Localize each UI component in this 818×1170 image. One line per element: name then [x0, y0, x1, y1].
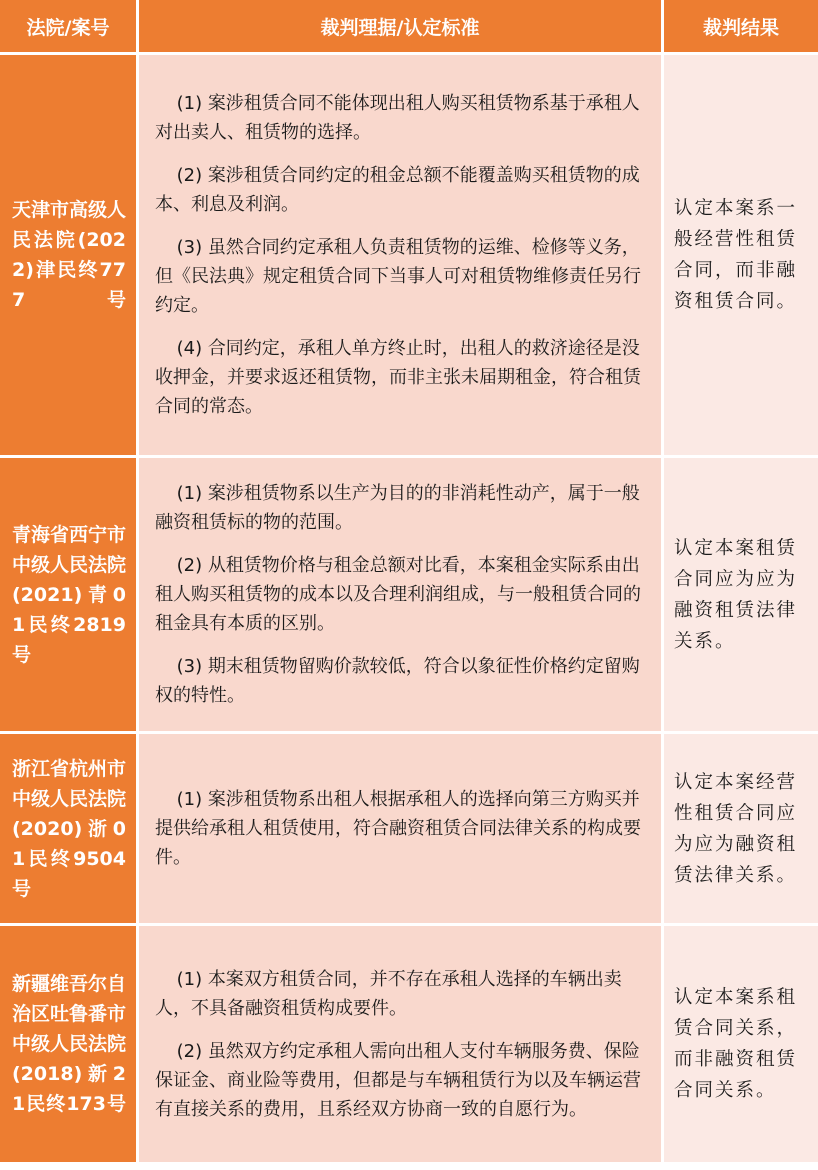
- reasoning-cell: [139, 55, 661, 455]
- court-text: 青海省西宁市中级人民法院(2021)青01民终2819号: [12, 523, 127, 666]
- header-result: 裁判结果: [664, 0, 818, 52]
- result-cell: [664, 734, 818, 923]
- court-cell: [0, 458, 136, 731]
- header-reasoning: 裁判理据/认定标准: [139, 0, 661, 52]
- court-text: 天津市高级人民法院(2022)津民终777号: [12, 199, 127, 311]
- result-text: 认定本案租赁合同应为应为融资租赁法律关系。: [674, 537, 798, 652]
- result-text: 认定本案经营性租赁合同应为应为融资租赁法律关系。: [674, 771, 798, 886]
- reasoning-cell: [139, 458, 661, 731]
- reason-item: (2) 案涉租赁合同约定的租金总额不能覆盖购买租赁物的成本、利息及利润。: [155, 165, 640, 215]
- court-cell: [0, 926, 136, 1162]
- reason-item: (3) 期末租赁物留购价款较低，符合以象征性价格约定留购权的特性。: [155, 656, 640, 706]
- reason-item: (2) 虽然双方约定承租人需向出租人支付车辆服务费、保险保证金、商业险等费用，但都是与车辆租赁行为以及车辆运营有直接关系的费用，且系经双方协商一致的自愿行为。: [155, 1040, 641, 1120]
- court-cell: [0, 734, 136, 923]
- reason-item: (1) 本案双方租赁合同，并不存在承租人选择的车辆出卖人，不具备融资租赁构成要件。: [155, 968, 622, 1019]
- reasoning-cell: [139, 926, 661, 1162]
- result-text: 认定本案系租赁合同关系，而非融资租赁合同关系。: [674, 987, 798, 1101]
- reason-item: (2) 从租赁物价格与租金总额对比看，本案租金实际系由出租人购买租赁物的成本以及合理利润组成，与一般租赁合同的租金具有本质的区别。: [155, 555, 641, 634]
- header-court: 法院/案号: [0, 0, 136, 52]
- result-cell: [664, 55, 818, 455]
- court-text: 新疆维吾尔自治区吐鲁番市中级人民法院(2018)新21民终173号: [12, 973, 127, 1115]
- result-cell: [664, 458, 818, 731]
- reasoning-cell: [139, 734, 661, 923]
- court-text: 浙江省杭州市中级人民法院(2020)浙01民终9504号: [12, 757, 127, 900]
- reason-item: (1) 案涉租赁物系出租人根据承租人的选择向第三方购买并提供给承租人租赁使用，符合融资租赁合同法律关系的构成要件。: [155, 789, 641, 868]
- result-text: 认定本案系一般经营性租赁合同，而非融资租赁合同。: [674, 198, 798, 312]
- court-cell: [0, 55, 136, 455]
- result-cell: [664, 926, 818, 1162]
- reason-item: (1) 案涉租赁合同不能体现出租人购买租赁物系基于承租人对出卖人、租赁物的选择。: [155, 93, 640, 143]
- reason-item: (3) 虽然合同约定承租人负责租赁物的运维、检修等义务，但《民法典》规定租赁合同下当事人可对租赁物维修责任另行约定。: [155, 237, 641, 316]
- reason-item: (1) 案涉租赁物系以生产为目的的非消耗性动产，属于一般融资租赁标的物的范围。: [155, 483, 640, 533]
- reason-item: (4) 合同约定，承租人单方终止时，出租人的救济途径是没收押金，并要求返还租赁物，而非主张未届期租金，符合租赁合同的常态。: [155, 338, 641, 417]
